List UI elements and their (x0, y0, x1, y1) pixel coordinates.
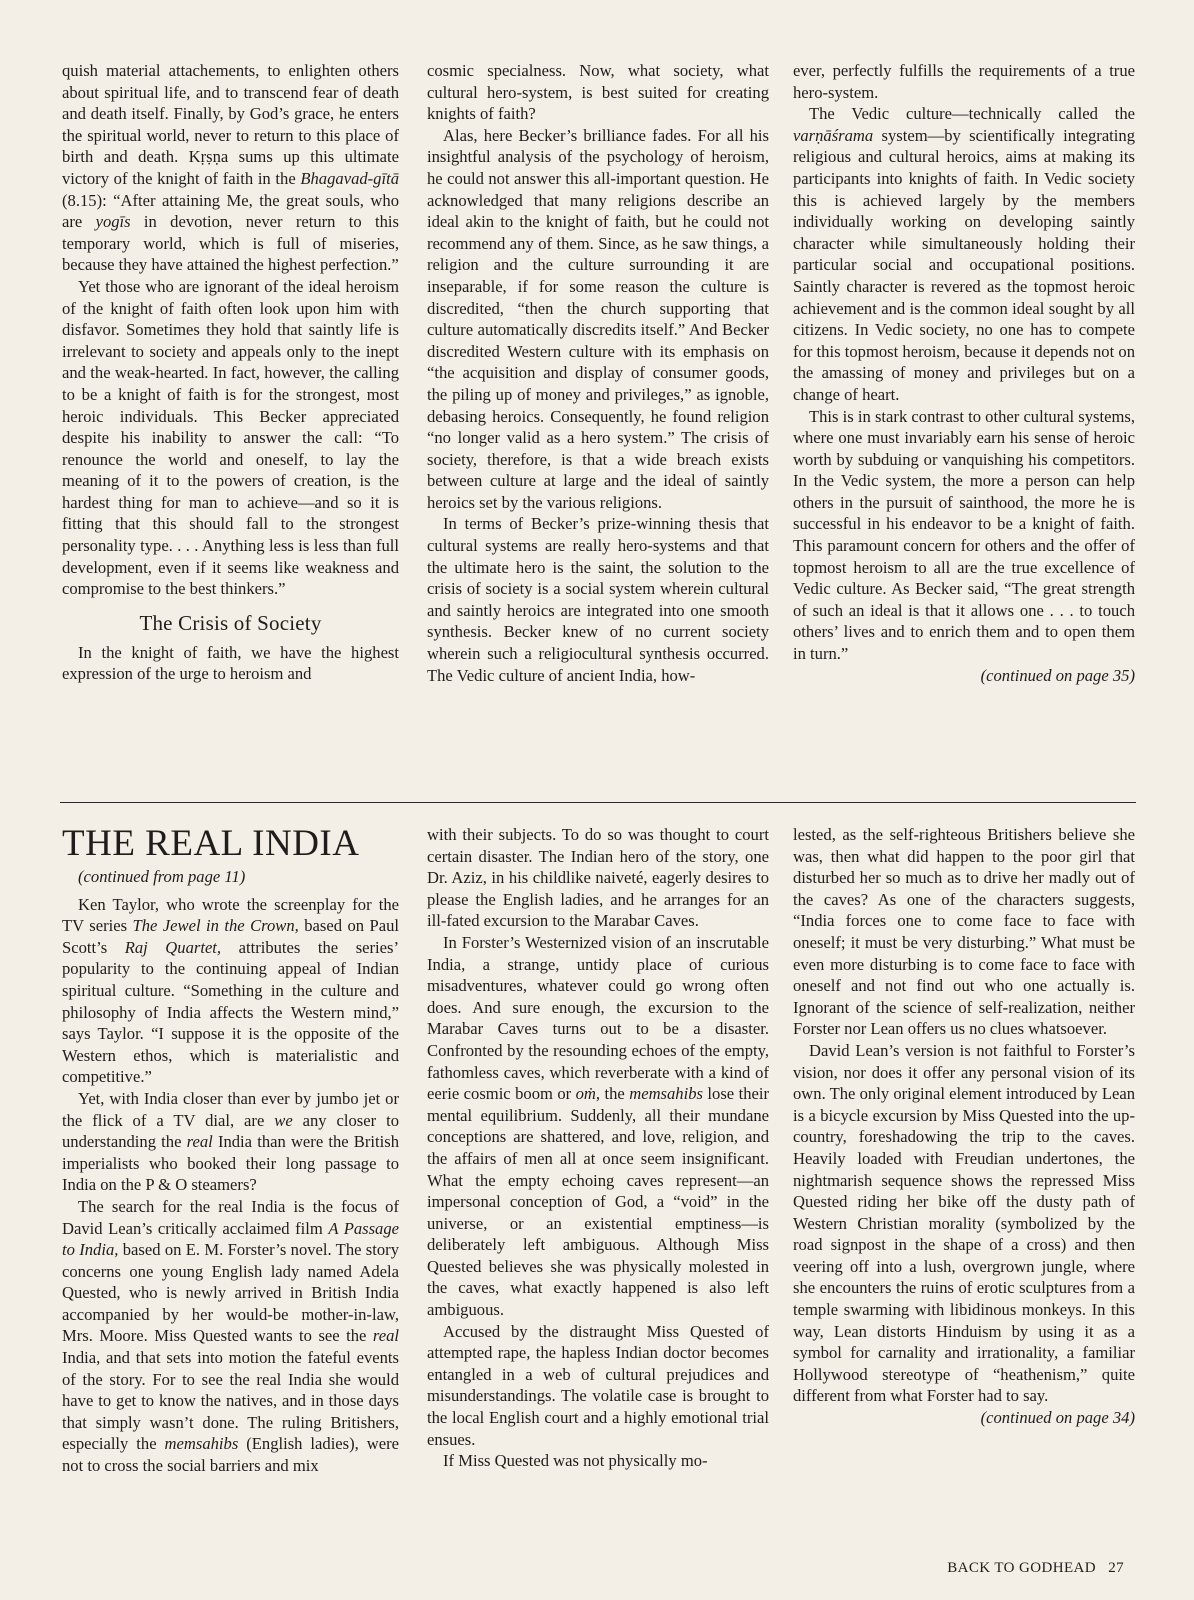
paragraph: Yet, with India closer than ever by jumbo jet or the flick of a TV dial, are we any closer to understanding the real India than were the British imperialists who booked their long passage to India on the P & O steamers? (62, 1088, 399, 1195)
bottom-article-column-3 (793, 824, 1135, 1429)
section-subheading: The Crisis of Society (139, 610, 322, 635)
paragraph: In the knight of faith, we have the highest expression of the urge to heroism and (62, 642, 399, 684)
paragraph: lested, as the self-righteous Britishers believe she was, then what did happen to the poor girl that disturbed her so much as to drive her madly out of the caves? As one of the characters suggests, “India forces one to come face to face with oneself; it must be very disturbing.” What must be even more disturbing is to come face to face with oneself and not find out who one actually is. Ignorant of the science of self-realization, neither Forster nor Lean offers us no clues whatsoever. (793, 825, 1135, 1039)
top-article-column-2 (427, 60, 769, 686)
paragraph: The Vedic culture—technically called the varṇāśrama system—by scientifically integrating religious and cultural heroics, aims at making its participants into knights of faith. In Vedic society this is achieved largely by the members individually working on developing saintly character while simultaneously holding their particular social and occupational positions. Saintly character is revered as the topmost heroic achievement and is the common ideal sought by all citizens. In Vedic society, no one has to compete for this topmost heroism, because it depends not on the amassing of money and privileges but on a change of heart. (793, 104, 1135, 404)
paragraph: Alas, here Becker’s brilliance fades. For all his insightful analysis of the psychology of heroism, he could not answer this all-important question. He acknowledged that many religions describe an ideal akin to the knight of faith, but he could not recommend any of them. Since, as he saw things, a religion and the culture surrounding it are inseparable, if for some reason the culture is discredited, “then the church supporting that culture automatically discredits itself.” And Becker discredited Western culture with its emphasis on “the acquisition and display of consumer goods, the piling up of money and privileges,” as ignoble, debasing heroics. Consequently, he found religion “no longer valid as a hero system.” The crisis of society, therefore, is that a wide breach exists between culture at large and the ideal of saintly heroics set by the various religions. (427, 125, 769, 512)
bottom-article-column-1 (62, 824, 399, 1477)
paragraph: Yet those who are ignorant of the ideal heroism of the knight of faith often look upon him with disfavor. Sometimes they hold that saintly life is irrelevant to society and appeals only to the inept and the weak-hearted. In fact, however, the calling to be a knight of faith is for the strongest, most heroic individuals. This Becker appreciated despite his inability to answer the call: “To renounce the world and oneself, to lay the meaning of it to the powers of creation, is the hardest thing for man to achieve—and so it is fitting that this should fall to the strongest personality type. . . . Anything less is less than full development, even if it seems like weakness and compromise to the best thinkers.” (62, 276, 399, 599)
paragraph: If Miss Quested was not physically mo- (443, 1451, 708, 1471)
paragraph: quish material attachements, to enlighten others about spiritual life, and to transcend fear of death and death itself. Finally, by God’s grace, he enters the spiritual world, never to return to this place of birth and death. Kṛṣṇa sums up this ultimate victory of the knight of faith in the Bhagavad-gītā (8.15): “After attaining Me, the great souls, who are yogīs in devotion, never return to this temporary world, which is full of miseries, because they have attained the highest perfection.” (62, 61, 399, 275)
paragraph: David Lean’s version is not faithful to Forster’s vision, nor does it offer any personal vision of its own. The only original element introduced by Lean is a bicycle excursion by Miss Quested into the up-country, foreshadowing the trip to the caves. Heavily loaded with Freudian undertones, the nightmarish sequence shows the repressed Miss Quested riding her bike off the dusty path of Western Christian morality (symbolized by the road signpost in the shape of a cross) and then veering off into a lush, overgrown jungle, where she encounters the ruins of erotic sculptures from a temple swarming with libidinous monkeys. In this way, Lean distorts Hinduism by using it as a symbol for carnality and irrationality, a familiar Hollywood stereotype of “heathenism,” quite different from what Forster had to say. (793, 1040, 1135, 1406)
paragraph: In Forster’s Westernized vision of an inscrutable India, a strange, untidy place of curious misadventures, whatever could go wrong often does. And sure enough, the excursion to the Marabar Caves turns out to be a disaster. Confronted by the resounding echoes of the empty, fathomless caves, which reverberate with a kind of eerie cosmic boom or oṁ, the memsahibs lose their mental equilibrium. Suddenly, all their mundane conceptions are shattered, and love, religion, and the affairs of men all at once seem insignificant. What the empty echoing caves represent—an impersonal conception of God, a “void” in the universe, or an existential emptiness—is deliberately left ambiguous. Although Miss Quested believes she was physically molested in the caves, what exactly happened is also left ambiguous. (427, 932, 769, 1320)
page-number: 27 (1108, 1560, 1124, 1576)
paragraph: ever, perfectly fulfills the requirements of a true hero-system. (793, 61, 1135, 102)
page-footer (939, 1560, 1124, 1577)
continued-on-note: (continued on page 35) (980, 665, 1135, 685)
paragraph: cosmic specialness. Now, what society, what cultural hero-system, is best suited for creating knights of faith? (427, 61, 769, 124)
paragraph: Accused by the distraught Miss Quested of attempted rape, the hapless Indian doctor becomes entangled in a web of cultural prejudices and misunderstandings. The volatile case is brought to the local English court and a highly emotional trial ensues. (427, 1321, 769, 1449)
article-headline: THE REAL INDIA (62, 823, 360, 864)
section-divider (60, 802, 1136, 803)
continued-on-note: (continued on page 34) (980, 1408, 1135, 1428)
top-article-column-3 (793, 60, 1135, 686)
paragraph: In terms of Becker’s prize-winning thesis that cultural systems are really hero-systems and that the ultimate hero is the saint, the solution to the crisis of society is a social system wherein cultural and saintly heroics are integrated into one smooth synthesis. Becker knew of no current society wherein such a religiocultural synthesis occurred. The Vedic culture of ancient India, how- (427, 514, 769, 685)
paragraph: The search for the real India is the focus of David Lean’s critically acclaimed film A Passage to India, based on E. M. Forster’s novel. The story concerns one young English lady named Adela Quested, who is newly arrived in British India accompanied by her would-be mother-in-law, Mrs. Moore. Miss Quested wants to see the real India, and that sets into motion the fateful events of the story. For to see the real India she would have to get to know the natives, and in those days that simply wasn’t done. The ruling Britishers, especially the memsahibs (English ladies), were not to cross the social barriers and mix (62, 1196, 400, 1476)
magazine-name: BACK TO GODHEAD (947, 1560, 1097, 1576)
bottom-article-column-2 (427, 824, 769, 1472)
paragraph: with their subjects. To do so was thought to court certain disaster. The Indian hero of the story, one Dr. Aziz, in his childlike naiveté, eagerly desires to please the English ladies, and he arranges for an ill-fated excursion to the Marabar Caves. (427, 825, 769, 931)
top-article-column-1 (62, 60, 399, 685)
paragraph: Ken Taylor, who wrote the screenplay for the TV series The Jewel in the Crown, based on Paul Scott’s Raj Quartet, attributes the series’ popularity to the continuing appeal of Indian spiritual culture. “Something in the culture and philosophy of India affects the Western mind,” says Taylor. “I suppose it is the opposite of the Western ethos, which is materialistic and competitive.” (62, 894, 400, 1087)
continued-from-note: (continued from page 11) (78, 867, 246, 886)
paragraph: This is in stark contrast to other cultural systems, where one must invariably earn his sense of heroic worth by subduing or vanquishing his competitors. In the Vedic system, the more a person can help others in the pursuit of sainthood, the more he is successful in his endeavor to be a knight of faith. This paramount concern for others and the offer of topmost heroism to all are the true excellence of Vedic culture. As Becker said, “The great strength of such an ideal is that it allows one . . . to touch others’ lives and to enrich them and to open them in turn.” (793, 406, 1135, 664)
